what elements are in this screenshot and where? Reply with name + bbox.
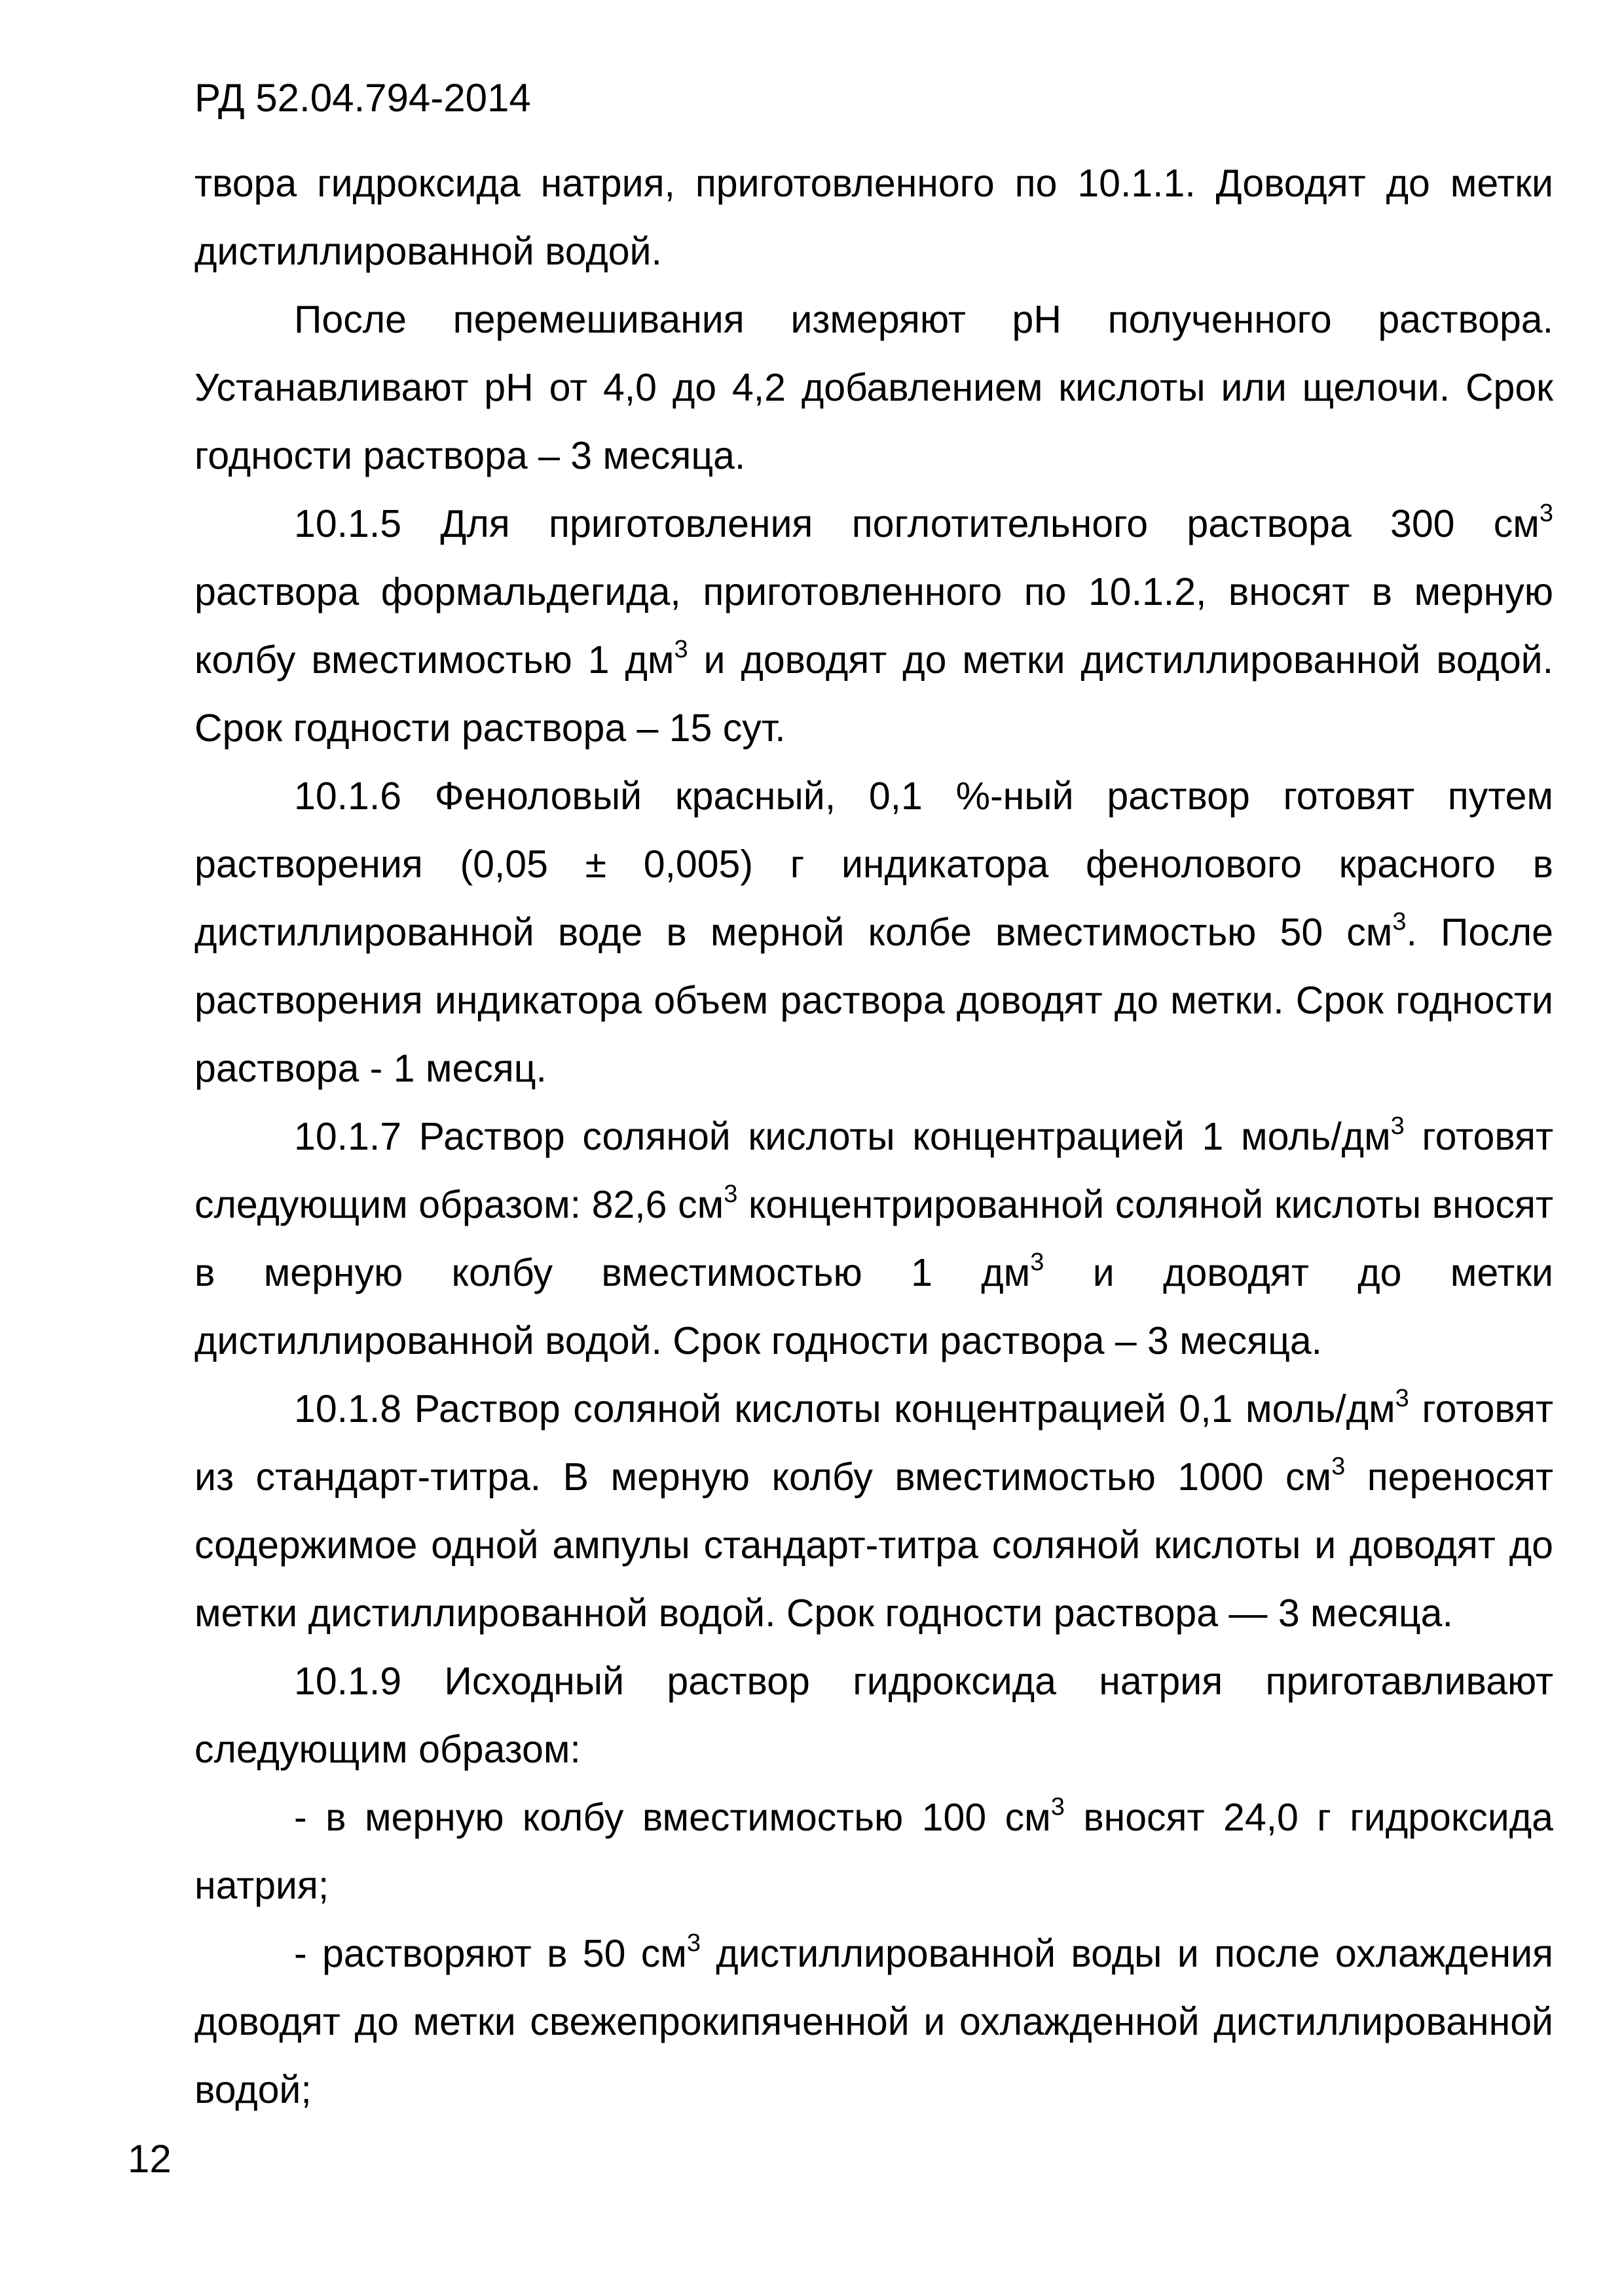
paragraph	[194, 1375, 1553, 1647]
paragraph	[194, 1102, 1553, 1375]
text-run: и доводят до метки дистиллированной водой. Срок годности раствора – 3 месяца.	[194, 1251, 1553, 1362]
superscript-exponent: 3	[1050, 1793, 1065, 1821]
text-run: раствора формальдегида, приготовленного по 10.1.2, вносят в мерную колбу вместимостью 1 дм	[194, 570, 1553, 682]
text-run: переносят содержимое одной ампулы стандарт-титра соляной кислоты и доводят до метки дистиллированной водой. Срок годности раствора — 3 месяца.	[194, 1455, 1553, 1635]
text-run: 10.1.8 Раствор соляной кислоты концентрацией 0,1 моль/дм	[294, 1387, 1395, 1430]
paragraph	[194, 1647, 1553, 1783]
paragraph	[194, 1783, 1553, 1920]
superscript-exponent: 3	[1539, 500, 1553, 527]
text-run: 10.1.6 Феноловый красный, 0,1 %-ный раствор готовят путем растворения (0,05 ± 0,005) г индикатора фенолового красного в дистиллированной воде в мерной колбе вместимостью 50 см	[194, 774, 1553, 954]
superscript-exponent: 3	[674, 636, 688, 663]
paragraph	[194, 149, 1553, 285]
text-run: 10.1.5 Для приготовления поглотительного раствора 300 см	[294, 502, 1540, 545]
text-run: 10.1.9 Исходный раствор гидроксида натрия приготавливают следующим образом:	[194, 1660, 1553, 1771]
text-run: 10.1.7 Раствор соляной кислоты концентрацией 1 моль/дм	[294, 1115, 1391, 1158]
document-code-header: РД 52.04.794-2014	[194, 76, 531, 120]
page-number: 12	[128, 2137, 172, 2181]
text-run: готовят следующим образом: 82,6 см	[194, 1115, 1553, 1226]
text-run: - в мерную колбу вместимостью 100 см	[294, 1796, 1051, 1839]
paragraph	[194, 1920, 1553, 2124]
text-run: концентрированной соляной кислоты вносят в мерную колбу вместимостью 1 дм	[194, 1183, 1553, 1294]
body-text	[194, 149, 1553, 2124]
superscript-exponent: 3	[1030, 1248, 1044, 1276]
superscript-exponent: 3	[1331, 1453, 1346, 1480]
paragraph	[194, 285, 1553, 490]
superscript-exponent: 3	[1390, 1112, 1405, 1140]
superscript-exponent: 3	[686, 1929, 701, 1957]
text-run: твора гидроксида натрия, приготовленного по 10.1.1. Доводят до метки дистиллированной водой.	[194, 162, 1553, 273]
text-run: и доводят до метки дистиллированной водой. Срок годности раствора – 15 сут.	[194, 638, 1553, 750]
paragraph	[194, 490, 1553, 762]
text-run: После перемешивания измеряют pH полученного раствора. Устанавливают pH от 4,0 до 4,2 добавлением кислоты или щелочи. Срок годности раствора – 3 месяца.	[194, 298, 1553, 477]
text-run: . После растворения индикатора объем раствора доводят до метки. Срок годности раствора - 1 месяц.	[194, 911, 1553, 1090]
text-run: готовят из стандарт-титра. В мерную колбу вместимостью 1000 см	[194, 1387, 1553, 1499]
superscript-exponent: 3	[1392, 908, 1407, 936]
text-run: дистиллированной воды и после охлаждения доводят до метки свежепрокипяченной и охлажденной дистиллированной водой;	[194, 1932, 1554, 2111]
text-run: - растворяют в 50 см	[294, 1932, 687, 1975]
paragraph	[194, 762, 1553, 1102]
superscript-exponent: 3	[1395, 1385, 1409, 1412]
superscript-exponent: 3	[724, 1180, 738, 1208]
text-run: вносят 24,0 г гидроксида натрия;	[194, 1796, 1553, 1907]
